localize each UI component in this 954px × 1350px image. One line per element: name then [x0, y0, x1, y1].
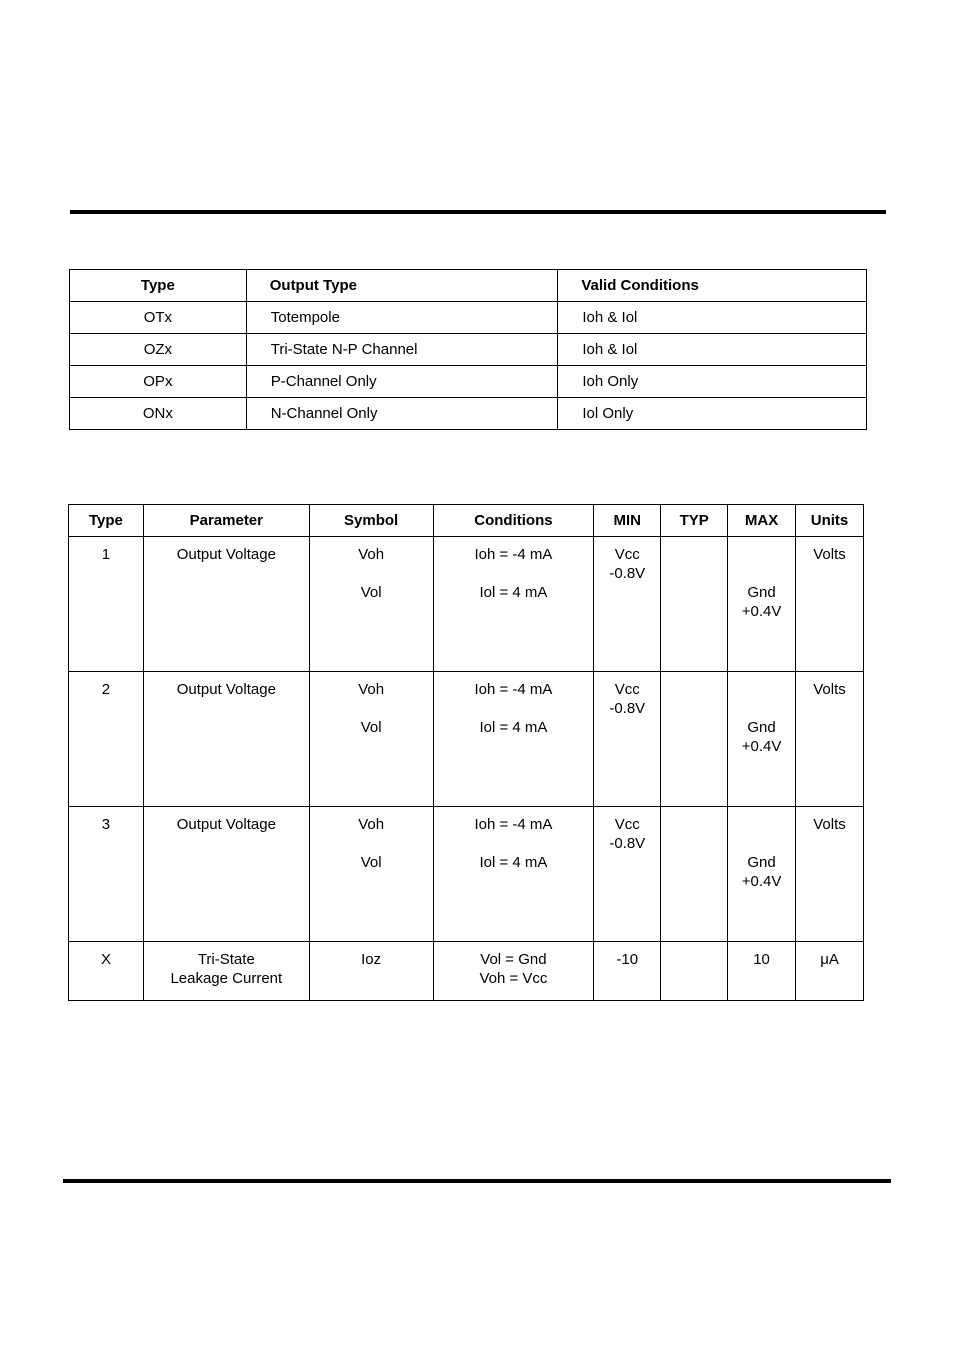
column-header-type: Type: [70, 270, 247, 302]
output-type-cell: Totempole: [246, 302, 558, 334]
table-header-row: [70, 270, 867, 302]
valid-conditions-cell: Iol Only: [558, 398, 867, 430]
table-row: [69, 537, 864, 672]
units-cell: [796, 942, 864, 1001]
max-line-1: Gnd: [747, 584, 776, 601]
parameter-value: Output Voltage: [176, 546, 276, 563]
min-cell: [594, 942, 661, 1001]
column-header-max: MAX: [728, 505, 796, 537]
column-header-parameter: Parameter: [143, 505, 309, 537]
table-row: [70, 398, 867, 430]
column-header-output-type: Output Type: [246, 270, 558, 302]
symbol-cell: [309, 942, 433, 1001]
typ-cell: [661, 672, 728, 807]
condition-high: Ioh = -4 mA: [474, 681, 553, 698]
min-value: -10: [616, 951, 639, 968]
symbol-high: Voh: [358, 546, 385, 563]
type-value: X: [100, 951, 111, 968]
max-cell: [728, 807, 796, 942]
max-value: 10: [753, 951, 770, 968]
units-value: Volts: [813, 816, 846, 833]
parameter-cell: [143, 672, 309, 807]
table-header-row: [69, 505, 864, 537]
typ-cell: [661, 942, 728, 1001]
column-header-conditions: Conditions: [433, 505, 594, 537]
conditions-cell: [433, 807, 594, 942]
type-cell: [69, 942, 144, 1001]
symbol-cell: [309, 672, 433, 807]
table-row: [69, 942, 864, 1001]
type-value: 1: [101, 546, 111, 563]
table-row: [69, 807, 864, 942]
column-header-type: Type: [69, 505, 144, 537]
max-cell: [728, 942, 796, 1001]
parameter-value: Output Voltage: [176, 816, 276, 833]
table-row: [69, 672, 864, 807]
min-line-2: -0.8V: [609, 700, 646, 717]
units-value: μA: [820, 951, 839, 968]
type-cell: [69, 537, 144, 672]
column-header-units: Units: [796, 505, 864, 537]
type-cell: [69, 807, 144, 942]
min-cell: [594, 537, 661, 672]
conditions-cell: [433, 537, 594, 672]
typ-cell: [661, 537, 728, 672]
condition-line-2: Voh = Vcc: [479, 970, 548, 987]
type-cell: OZx: [70, 334, 247, 366]
symbol-cell: [309, 537, 433, 672]
parameter-line-1: Tri-State: [197, 951, 255, 968]
column-header-valid-conditions: Valid Conditions: [558, 270, 867, 302]
min-cell: [594, 807, 661, 942]
condition-low: Iol = 4 mA: [479, 584, 548, 601]
max-cell: [728, 672, 796, 807]
symbol-value: Ioz: [361, 951, 382, 968]
symbol-low: Vol: [360, 854, 382, 871]
max-line-1: Gnd: [747, 854, 776, 871]
max-line-2: +0.4V: [741, 873, 782, 890]
bottom-divider: [63, 1179, 891, 1183]
type-cell: OTx: [70, 302, 247, 334]
symbol-high: Voh: [358, 681, 385, 698]
units-value: Volts: [813, 681, 846, 698]
valid-conditions-cell: Ioh & Iol: [558, 334, 867, 366]
units-value: Volts: [813, 546, 846, 563]
type-value: 3: [101, 816, 111, 833]
valid-conditions-cell: Ioh Only: [558, 366, 867, 398]
max-cell: [728, 537, 796, 672]
conditions-cell: [433, 672, 594, 807]
min-line-2: -0.8V: [609, 835, 646, 852]
min-line-1: Vcc: [614, 816, 640, 833]
min-line-1: Vcc: [614, 681, 640, 698]
max-line-2: +0.4V: [741, 603, 782, 620]
dc-characteristics-table: [68, 504, 864, 1001]
column-header-typ: TYP: [661, 505, 728, 537]
units-cell: [796, 672, 864, 807]
min-line-1: Vcc: [614, 546, 640, 563]
column-header-symbol: Symbol: [309, 505, 433, 537]
parameter-cell: [143, 807, 309, 942]
parameter-value: Output Voltage: [176, 681, 276, 698]
condition-high: Ioh = -4 mA: [474, 546, 553, 563]
type-cell: ONx: [70, 398, 247, 430]
symbol-cell: [309, 807, 433, 942]
output-type-cell: Tri-State N-P Channel: [246, 334, 558, 366]
min-cell: [594, 672, 661, 807]
symbol-low: Vol: [360, 719, 382, 736]
valid-conditions-cell: Ioh & Iol: [558, 302, 867, 334]
typ-cell: [661, 807, 728, 942]
condition-low: Iol = 4 mA: [479, 854, 548, 871]
parameter-line-2: Leakage Current: [170, 970, 283, 987]
column-header-min: MIN: [594, 505, 661, 537]
units-cell: [796, 537, 864, 672]
parameter-cell: [143, 942, 309, 1001]
type-value: 2: [101, 681, 111, 698]
type-cell: [69, 672, 144, 807]
condition-low: Iol = 4 mA: [479, 719, 548, 736]
table-row: [70, 366, 867, 398]
condition-high: Ioh = -4 mA: [474, 816, 553, 833]
symbol-high: Voh: [358, 816, 385, 833]
max-line-1: Gnd: [747, 719, 776, 736]
table-row: [70, 334, 867, 366]
units-cell: [796, 807, 864, 942]
top-divider: [70, 210, 886, 214]
parameter-cell: [143, 537, 309, 672]
max-line-2: +0.4V: [741, 738, 782, 755]
type-cell: OPx: [70, 366, 247, 398]
symbol-low: Vol: [360, 584, 382, 601]
condition-line-1: Vol = Gnd: [480, 951, 547, 968]
conditions-cell: [433, 942, 594, 1001]
output-types-table: [69, 269, 867, 430]
output-type-cell: N-Channel Only: [246, 398, 558, 430]
output-type-cell: P-Channel Only: [246, 366, 558, 398]
table-row: [70, 302, 867, 334]
min-line-2: -0.8V: [609, 565, 646, 582]
